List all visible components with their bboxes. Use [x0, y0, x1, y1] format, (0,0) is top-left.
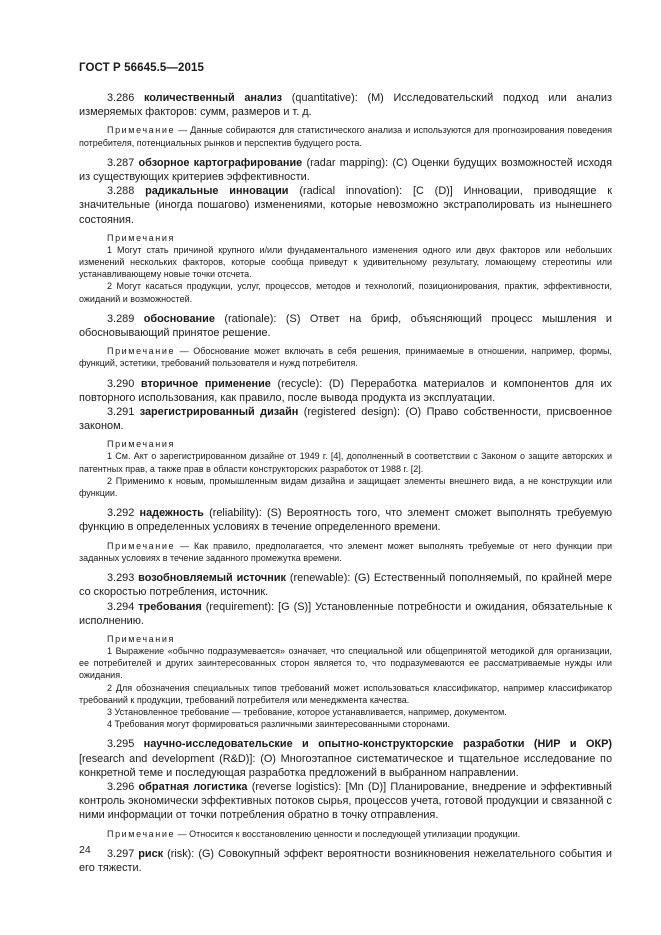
term-number: 3.295 — [107, 738, 135, 751]
term-definition: (quantitative): (M) Исследовательский подход или анализ измеряемых факторов: сумм, размеров и т. д. — [79, 92, 612, 119]
note-item: 1 Выражение «обычно подразумевается» означает, что специальной или общепринятой методикой для организации, ее потребителей и других заинтересованных сторон является то, что подразумеваются ее рассматриваемые нужды или ожидания. — [79, 645, 612, 681]
term-entry — [79, 780, 612, 823]
term-entry — [79, 156, 612, 184]
term-entry — [79, 600, 612, 628]
term-number: 3.296 — [107, 780, 135, 793]
note-text: Как правило, предполагается, что элемент может выполнять требуемые от него функции при заданных условиях в течение заданного промежутка времени. — [79, 540, 612, 563]
note-item: 2 Применимо к новым, промышленным видам дизайна и защищает элементы внешнего вида, а не конструкции или функции. — [79, 475, 612, 499]
note-label: Примечание — [107, 828, 176, 839]
term-definition: [research and development (R&D)]: (O) Многоэтапное систематическое и тщательное исследование по конкретной теме и последующая разработка предложений в выбранном направлении. — [79, 752, 612, 779]
term-entry — [79, 377, 612, 405]
term-note: Примечание — Данные собираются для статистического анализа и используются для прогнозирования поведения потребителя, потенциальных рынков и перспектив будущего роста. — [79, 125, 612, 148]
term-definition: (requirement): [G (S)] Установленные потребности и ожидания, обязательные к исполнению. — [79, 600, 612, 627]
term-entry — [79, 312, 612, 340]
note-item: 4 Требования могут формироваться различными заинтересованными сторонами. — [107, 719, 450, 730]
notes-label: Примечания — [107, 633, 175, 644]
term-title: обоснование — [143, 312, 215, 325]
term-definition: (rationale): (S) Ответ на бриф, объясняющий процесс мышления и обосновывающий принятое решение. — [79, 312, 613, 340]
term-title: надежность — [139, 507, 204, 520]
term-number: 3.293 — [107, 572, 135, 585]
note-text: Обоснование может включать в себя решения, принимаемые в отношении, например, формы, функций, эстетики, требований пользователя и нужд потребителя. — [79, 346, 612, 369]
term-note: Примечание — Относится к восстановлению ценности и последующей утилизации продукции. — [107, 828, 521, 839]
term-title: научно-исследовательские и опытно-конструкторские разработки (НИР и ОКР) — [143, 738, 612, 751]
note-text: Данные собираются для статистического анализа и используются для прогнозирования поведения потребителя, потенциальных рынков и перспектив будущего роста. — [79, 125, 612, 148]
note-item: 1 См. Акт о зарегистрированном дизайне от 1949 г. [4], дополненный в соответствии с Законом о защите авторских и патентных прав, а также прав в области конструкторских разработок от 1988 г. [2]. — [79, 451, 612, 474]
note-item: 2 Для обозначения специальных типов требований может использоваться классификатор, например классификатор требований к продукции, требований потребителя или менеджмента качества. — [79, 682, 612, 705]
term-title: радикальные инновации — [145, 185, 289, 198]
term-number: 3.288 — [107, 185, 135, 198]
term-number: 3.291 — [107, 406, 135, 419]
note-label: Примечание — [107, 125, 176, 136]
term-entry — [79, 405, 612, 433]
term-title: обзорное картографирование — [138, 156, 303, 169]
term-definition: (reverse logistics): [Mn (D)] Планирование, внедрение и эффективный контроль экономически эффективных потоков сырья, процессов учета, готовой продукции и связанной с ними информации от точки потребления обратно в точку отправления. — [79, 780, 612, 822]
term-number: 3.294 — [107, 600, 135, 613]
term-entry — [79, 184, 612, 227]
term-entry — [79, 847, 612, 875]
note-item: 2 Могут касаться продукции, услуг, процессов, методов и технологий, позиционирования, практик, эффективности, ожиданий и возможностей. — [79, 281, 612, 304]
term-note: Примечание — Как правило, предполагается, что элемент может выполнять требуемые от него функции при заданных условиях в течение заданного промежутка времени. — [79, 540, 612, 563]
note-label: Примечание — [107, 540, 176, 551]
term-entry — [79, 91, 612, 119]
document-body — [79, 91, 612, 875]
term-entry — [79, 571, 612, 599]
term-definition: (renewable): (G) Естественный пополняемый, по крайней мере со скоростью потребления, источник. — [79, 572, 613, 599]
term-title: риск — [138, 847, 164, 860]
term-definition: (recycle): (D) Переработка материалов и компонентов для их повторного использования, как правило, после вывода продукта из эксплуатации. — [79, 377, 612, 404]
term-definition: (reliability): (S) Вероятность того, что элемент сможет выполнять требуемую функцию в определенных условиях в течение определенного времени. — [79, 507, 612, 534]
term-entry — [79, 506, 612, 534]
term-number: 3.297 — [107, 847, 135, 860]
term-definition: (risk): (G) Совокупный эффект вероятности возникновения нежелательного события и его тяжести. — [79, 847, 613, 874]
term-definition: (radical innovation): [C (D)] Инновации, приводящие к значительные (иногда пошагово) изменениями, которые невозможно экстраполировать из нынешнего состояния. — [79, 185, 612, 226]
term-note: Примечание — Обоснование может включать в себя решения, принимаемые в отношении, например, формы, функций, эстетики, требований пользователя и нужд потребителя. — [79, 346, 612, 369]
term-title: вторичное применение — [140, 377, 271, 390]
standard-header: ГОСТ Р 56645.5—2015 — [79, 62, 204, 74]
term-definition: (radar mapping): (C) Оценки будущих возможностей исходя из существующих критериев эффективности. — [79, 156, 612, 184]
term-title: количественный анализ — [143, 92, 283, 104]
term-number: 3.287 — [107, 156, 135, 169]
notes-label: Примечания — [107, 232, 175, 243]
term-number: 3.292 — [107, 507, 135, 520]
note-item: 3 Установленное требование — требование, которое устанавливается, например, документом. — [107, 706, 507, 717]
term-title: возобновляемый источник — [138, 572, 286, 585]
term-title: обратная логистика — [138, 780, 248, 793]
term-number: 3.286 — [107, 92, 135, 104]
term-entry — [79, 737, 612, 780]
term-title: требования — [138, 600, 202, 613]
notes-label: Примечания — [107, 439, 175, 450]
term-number: 3.290 — [107, 377, 135, 390]
page-number: 24 — [79, 844, 91, 856]
note-label: Примечание — [107, 346, 176, 357]
term-number: 3.289 — [107, 312, 135, 325]
term-title: зарегистрированный дизайн — [139, 406, 299, 419]
note-item: 1 Могут стать причиной крупного и/или фундаментального изменения одного или двух факторов или небольших изменений нескольких факторов, которые сообща приведут к удивительному результату, ломающему стереотипы или устанавливающему новые точки отсчета. — [79, 244, 612, 280]
note-text: Относится к восстановлению ценности и последующей утилизации продукции. — [189, 828, 521, 839]
term-definition: (registered design): (O) Право собственности, присвоенное законом. — [79, 406, 612, 433]
